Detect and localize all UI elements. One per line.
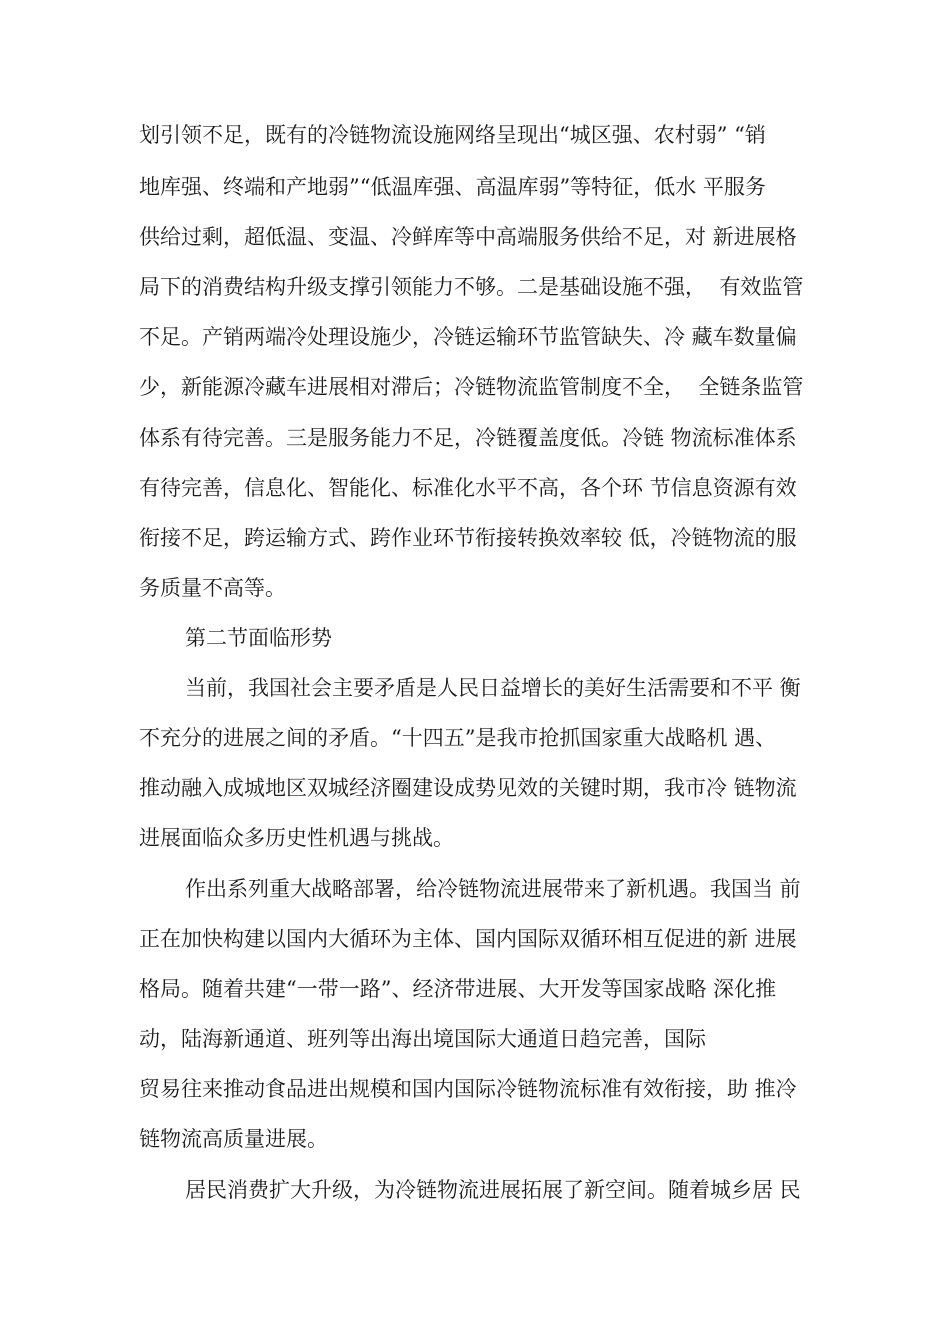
text-line: 居民消费扩大升级，为冷链物流进展拓展了新空间。随着城乡居 民 (185, 1178, 801, 1202)
text-line: 进展面临众多历史性机遇与挑战。 (139, 826, 454, 850)
text-line: 动，陆海新通道、班列等出海出境国际大通道日趋完善，国际 (139, 1027, 706, 1051)
text-line: 体系有待完善。三是服务能力不足，冷链覆盖度低。冷链 物流标准体系 (139, 426, 797, 450)
text-line: 贸易往来推动食品进出规模和国内国际冷链物流标准有效衔接，助 推冷 (139, 1077, 797, 1101)
text-line: 正在加快构建以国内大循环为主体、国内国际双循环相互促进的新 进展 (139, 927, 797, 951)
text-line: 不充分的进展之间的矛盾。“十四五”是我市抢抓国家重大战略机 遇、 (139, 726, 777, 750)
text-line: 有待完善，信息化、智能化、标准化水平不高，各个环 节信息资源有效 (139, 476, 797, 500)
text-line: 不足。产销两端冷处理设施少，冷链运输环节监管缺失、冷 藏车数量偏 (139, 325, 797, 349)
text-line: 格局。随着共建“一带一路”、经济带进展、大开发等国家战略 深化推 (139, 977, 777, 1001)
text-line: 局下的消费结构升级支撑引领能力不够。二是基础设施不强， 有效监管 (139, 275, 804, 299)
text-line: 务质量不高等。 (139, 576, 286, 600)
text-line: 地库强、终端和产地弱”“低温库强、高温库弱”等特征，低水 平服务 (139, 175, 766, 199)
text-line: 划引领不足，既有的冷链物流设施网络呈现出“城区强、农村弱” “销 (139, 123, 766, 147)
text-line: 作出系列重大战略部署，给冷链物流进展带来了新机遇。我国当 前 (185, 877, 801, 901)
text-line: 推动融入成城地区双城经济圈建设成势见效的关键时期，我市冷 链物流 (139, 776, 797, 800)
text-line: 当前，我国社会主要矛盾是人民日益增长的美好生活需要和不平 衡 (185, 676, 801, 700)
section-heading: 第二节面临形势 (185, 626, 332, 650)
text-line: 链物流高质量进展。 (139, 1127, 328, 1151)
text-line: 供给过剩，超低温、变温、冷鲜库等中高端服务供给不足，对 新进展格 (139, 225, 797, 249)
text-line: 少，新能源冷藏车进展相对滞后；冷链物流监管制度不全， 全链条监管 (139, 375, 804, 399)
text-line: 衔接不足，跨运输方式、跨作业环节衔接转换效率较 低，冷链物流的服 (139, 526, 797, 550)
